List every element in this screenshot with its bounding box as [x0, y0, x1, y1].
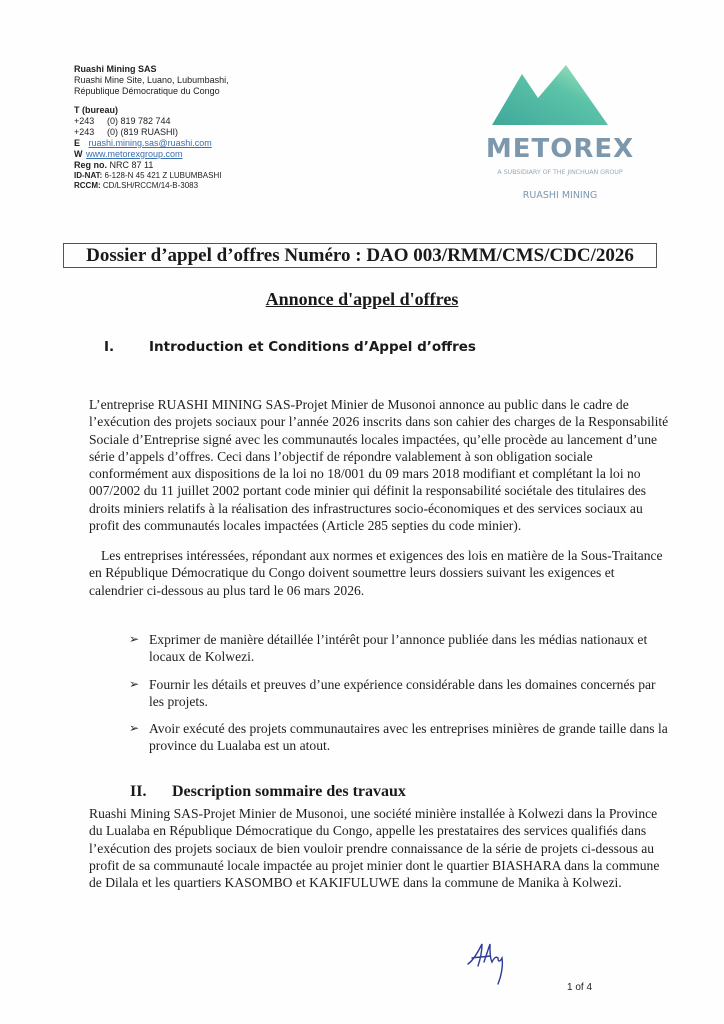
list-item: ➢ Fournir les détails et preuves d’une expérience considérable dans les domaines concernés par les projets. — [129, 676, 656, 709]
rccm-row: RCCM: CD/LSH/RCCM/14-B-3083 — [74, 181, 199, 190]
section-1-paragraph-2: Les entreprises intéressées, répondant aux normes et exigences des lois en matière de la Sous-Traitance en République Démocratique du Congo doivent soumettre leurs dossiers suivant les exigences et calendrier ci-dessous au plus tard le 06 mars 2026. — [89, 548, 663, 598]
contact-block — [74, 64, 229, 191]
metorex-logo — [480, 62, 650, 212]
phone-1: +243 (0) 819 782 744 — [74, 116, 171, 126]
email-link[interactable]: ruashi.mining.sas@ruashi.com — [88, 138, 212, 148]
company-name: Ruashi Mining SAS — [74, 64, 157, 74]
address-line-2: République Démocratique du Congo — [74, 86, 220, 96]
brand-name: METOREX — [485, 134, 635, 164]
announcement-title: Annonce d'appel d'offres — [265, 289, 459, 309]
email-row: E ruashi.mining.sas@ruashi.com — [74, 138, 212, 148]
phone-2: +243 (0) (819 RUASHI) — [74, 127, 179, 137]
list-item: ➢ Exprimer de manière détaillée l’intérêt pour l’annonce publiée dans les médias nationaux et locaux de Kolwezi. — [129, 632, 648, 665]
brand-subtitle: A SUBSIDIARY OF THE JINCHUAN GROUP — [497, 168, 623, 176]
idnat-row: ID-NAT: 6-128-N 45 421 Z LUBUMBASHI — [74, 171, 222, 180]
page-number: 1 of 4 — [567, 982, 593, 993]
section-1-number: I. — [104, 339, 115, 355]
phone-label: T (bureau) — [74, 105, 118, 115]
arrow-bullet-icon: ➢ — [129, 632, 140, 646]
section-1-title: Introduction et Conditions d’Appel d’offres — [149, 339, 476, 355]
requirements-list — [129, 631, 669, 765]
website-row: W www.metorexgroup.com — [74, 149, 183, 159]
section-1-paragraph-1: L’entreprise RUASHI MINING SAS-Projet Minier de Musonoi annonce au public dans le cadre de l’exécution des projets sociaux pour l’année 2026 inscrits dans son cahier des charges de la Responsabilité Sociale d’Entreprise signé avec les communautés locales impactées, qu’elle procède au lancement d’une série d’appels d’offres. Ceci dans l’objectif de répondre valablement à son obligation sociale conformément aux dispositions de la loi no 18/001 du 09 mars 2018 modifiant et complétant la loi no 007/2002 du 11 juillet 2002 portant code minier qui définit la responsabilité sociétale des titulaires des droits miniers relatifs à la réalisation des infrastructures socio-économiques et des services sociaux au profit des communautés locales impactées (Article 285 septies du code minier). — [89, 397, 669, 534]
mountain-icon — [480, 62, 640, 134]
signature — [466, 938, 516, 991]
section-2-heading — [130, 783, 406, 801]
section-2-title: Description sommaire des travaux — [172, 783, 406, 800]
list-item: ➢ Avoir exécuté des projets communautaires avec les entreprises minières de grande taille dans la province du Lualaba est un atout. — [129, 721, 668, 754]
reg-row: Reg no. NRC 87 11 — [74, 160, 154, 170]
brand-division: RUASHI MINING — [522, 190, 598, 201]
signature-icon — [466, 938, 516, 986]
arrow-bullet-icon: ➢ — [129, 721, 140, 736]
dossier-title: Dossier d’appel d’offres Numéro : DAO 003/RMM/CMS/CDC/2026 — [63, 243, 657, 268]
section-2-paragraph: Ruashi Mining SAS-Projet Minier de Musonoi, une société minière installée à Kolwezi dans la Province du Lualaba en République Démocratique du Congo, appelle les prestataires des services qualifiés dans l’exécution des projets sociaux de bien vouloir prendre connaissance de la série de projets ci-dessous au profit de sa communauté locale impactée au projet minier dont le quartier BIASHARA dans la commune de Dilala et les quartiers KASOMBO et KAKIFULUWE dans la commune de Manika à Kolwezi. — [89, 806, 660, 891]
address-line-1: Ruashi Mine Site, Luano, Lubumbashi, — [74, 75, 229, 85]
section-2-number: II. — [130, 783, 147, 800]
arrow-bullet-icon: ➢ — [129, 676, 140, 691]
section-1-heading — [104, 339, 476, 355]
website-link[interactable]: www.metorexgroup.com — [86, 149, 183, 159]
